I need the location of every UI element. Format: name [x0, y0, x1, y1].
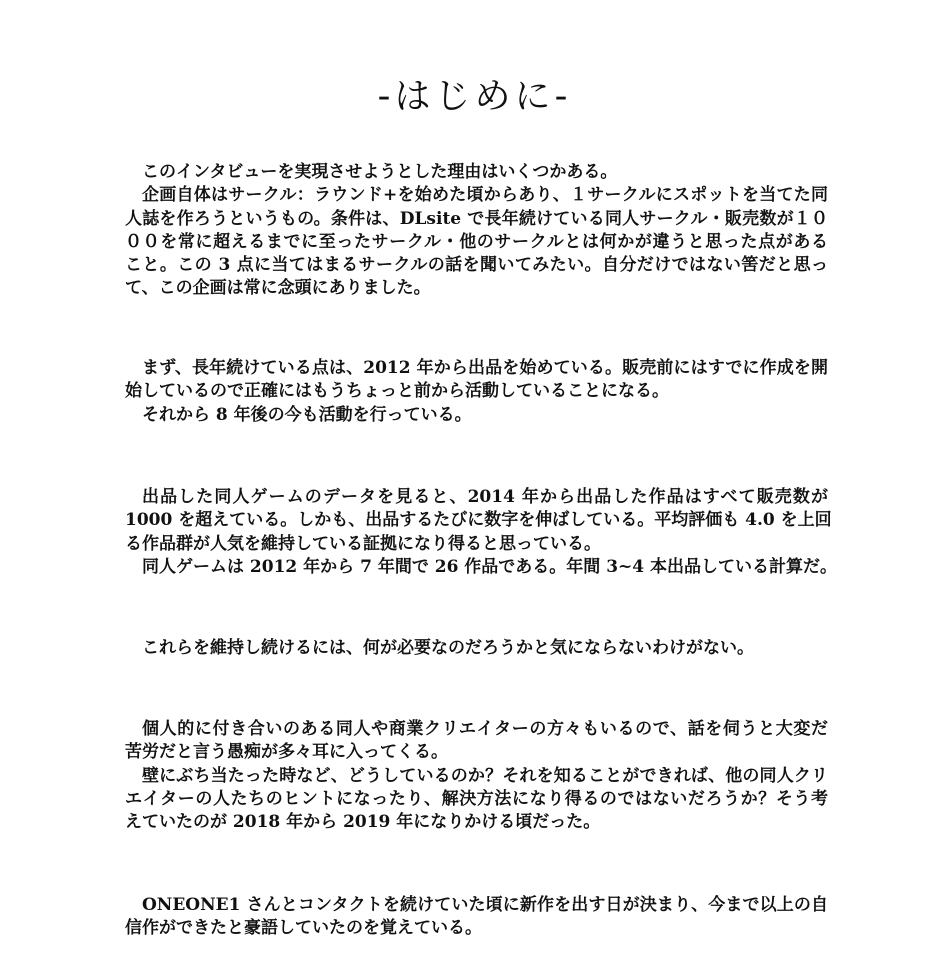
- paragraph-reason: [125, 161, 828, 301]
- text-line: それから 8 年後の今も活動を行っている。: [142, 404, 472, 425]
- text-line: 信作ができたと豪語していたのを覚えている。: [125, 918, 482, 939]
- text-line: 出品した同人ゲームのデータを見ると、2014 年から出品した作品はすべて販売数が: [142, 487, 828, 507]
- text-line: 壁にぶち当たった時など、どうしているのか？それを知ることができれば、他の同人クリ: [142, 765, 828, 786]
- text-line: る作品群が人気を維持している証拠になり得ると思っている。: [125, 533, 601, 554]
- text-line: これらを維持し続けるには、何が必要なのだろうかと気にならないわけがない。: [142, 638, 754, 658]
- text-line: こと。この 3 点に当てはまるサークルの話を聞いてみたい。自分だけではない筈だと思っ: [125, 255, 828, 276]
- paragraph-history: [125, 357, 828, 427]
- page-title: -はじめに-: [377, 76, 572, 117]
- paragraph-sales-data: [125, 486, 838, 579]
- paragraph-oneone1: [125, 894, 828, 941]
- text-line: て、この企画は常に念頭にありました。: [125, 278, 431, 299]
- text-line: 苦労だと言う愚痴が多々耳に入ってくる。: [125, 742, 448, 763]
- paragraph-creators: [125, 718, 828, 834]
- text-line: このインタビューを実現させようとした理由はいくつかある。: [142, 162, 618, 182]
- text-line: ００を常に超えるまでに至ったサークル・他のサークルとは何かが違うと思った点がある: [125, 231, 828, 252]
- text-line: ONEONE1 さんとコンタクトを続けていた頃に新作を出す日が決まり、今まで以上の自: [142, 895, 828, 915]
- text-line: えていたのが 2018 年から 2019 年になりかける頃だった。: [125, 812, 601, 833]
- text-line: 人誌を作ろうというもの。条件は、DLsite で長年続けている同人サークル・販売数が１０: [125, 208, 828, 229]
- text-line: 始しているので正確にはもうちょっと前から活動していることになる。: [125, 381, 669, 402]
- text-line: 企画自体はサークル：ラウンド+を始めた頃からあり、１サークルにスポットを当てた同: [142, 185, 828, 206]
- text-line: まず、長年続けている点は、2012 年から出品を始めている。販売前にはすでに作成を開: [142, 358, 828, 378]
- paragraph-question: [125, 637, 828, 660]
- text-line: エイターの人たちのヒントになったり、解決方法になり得るのではないだろうか？そう考: [125, 788, 828, 809]
- text-line: 個人的に付き合いのある同人や商業クリエイターの方々もいるので、話を伺うと大変だ: [142, 719, 828, 739]
- text-line: 1000 を超えている。しかも、出品するたびに数字を伸ばしている。平均評価も 4.0 を上回: [125, 510, 832, 531]
- text-line: 同人ゲームは 2012 年から 7 年間で 26 作品である。年間 3~4 本出品している計算だ。: [142, 556, 838, 577]
